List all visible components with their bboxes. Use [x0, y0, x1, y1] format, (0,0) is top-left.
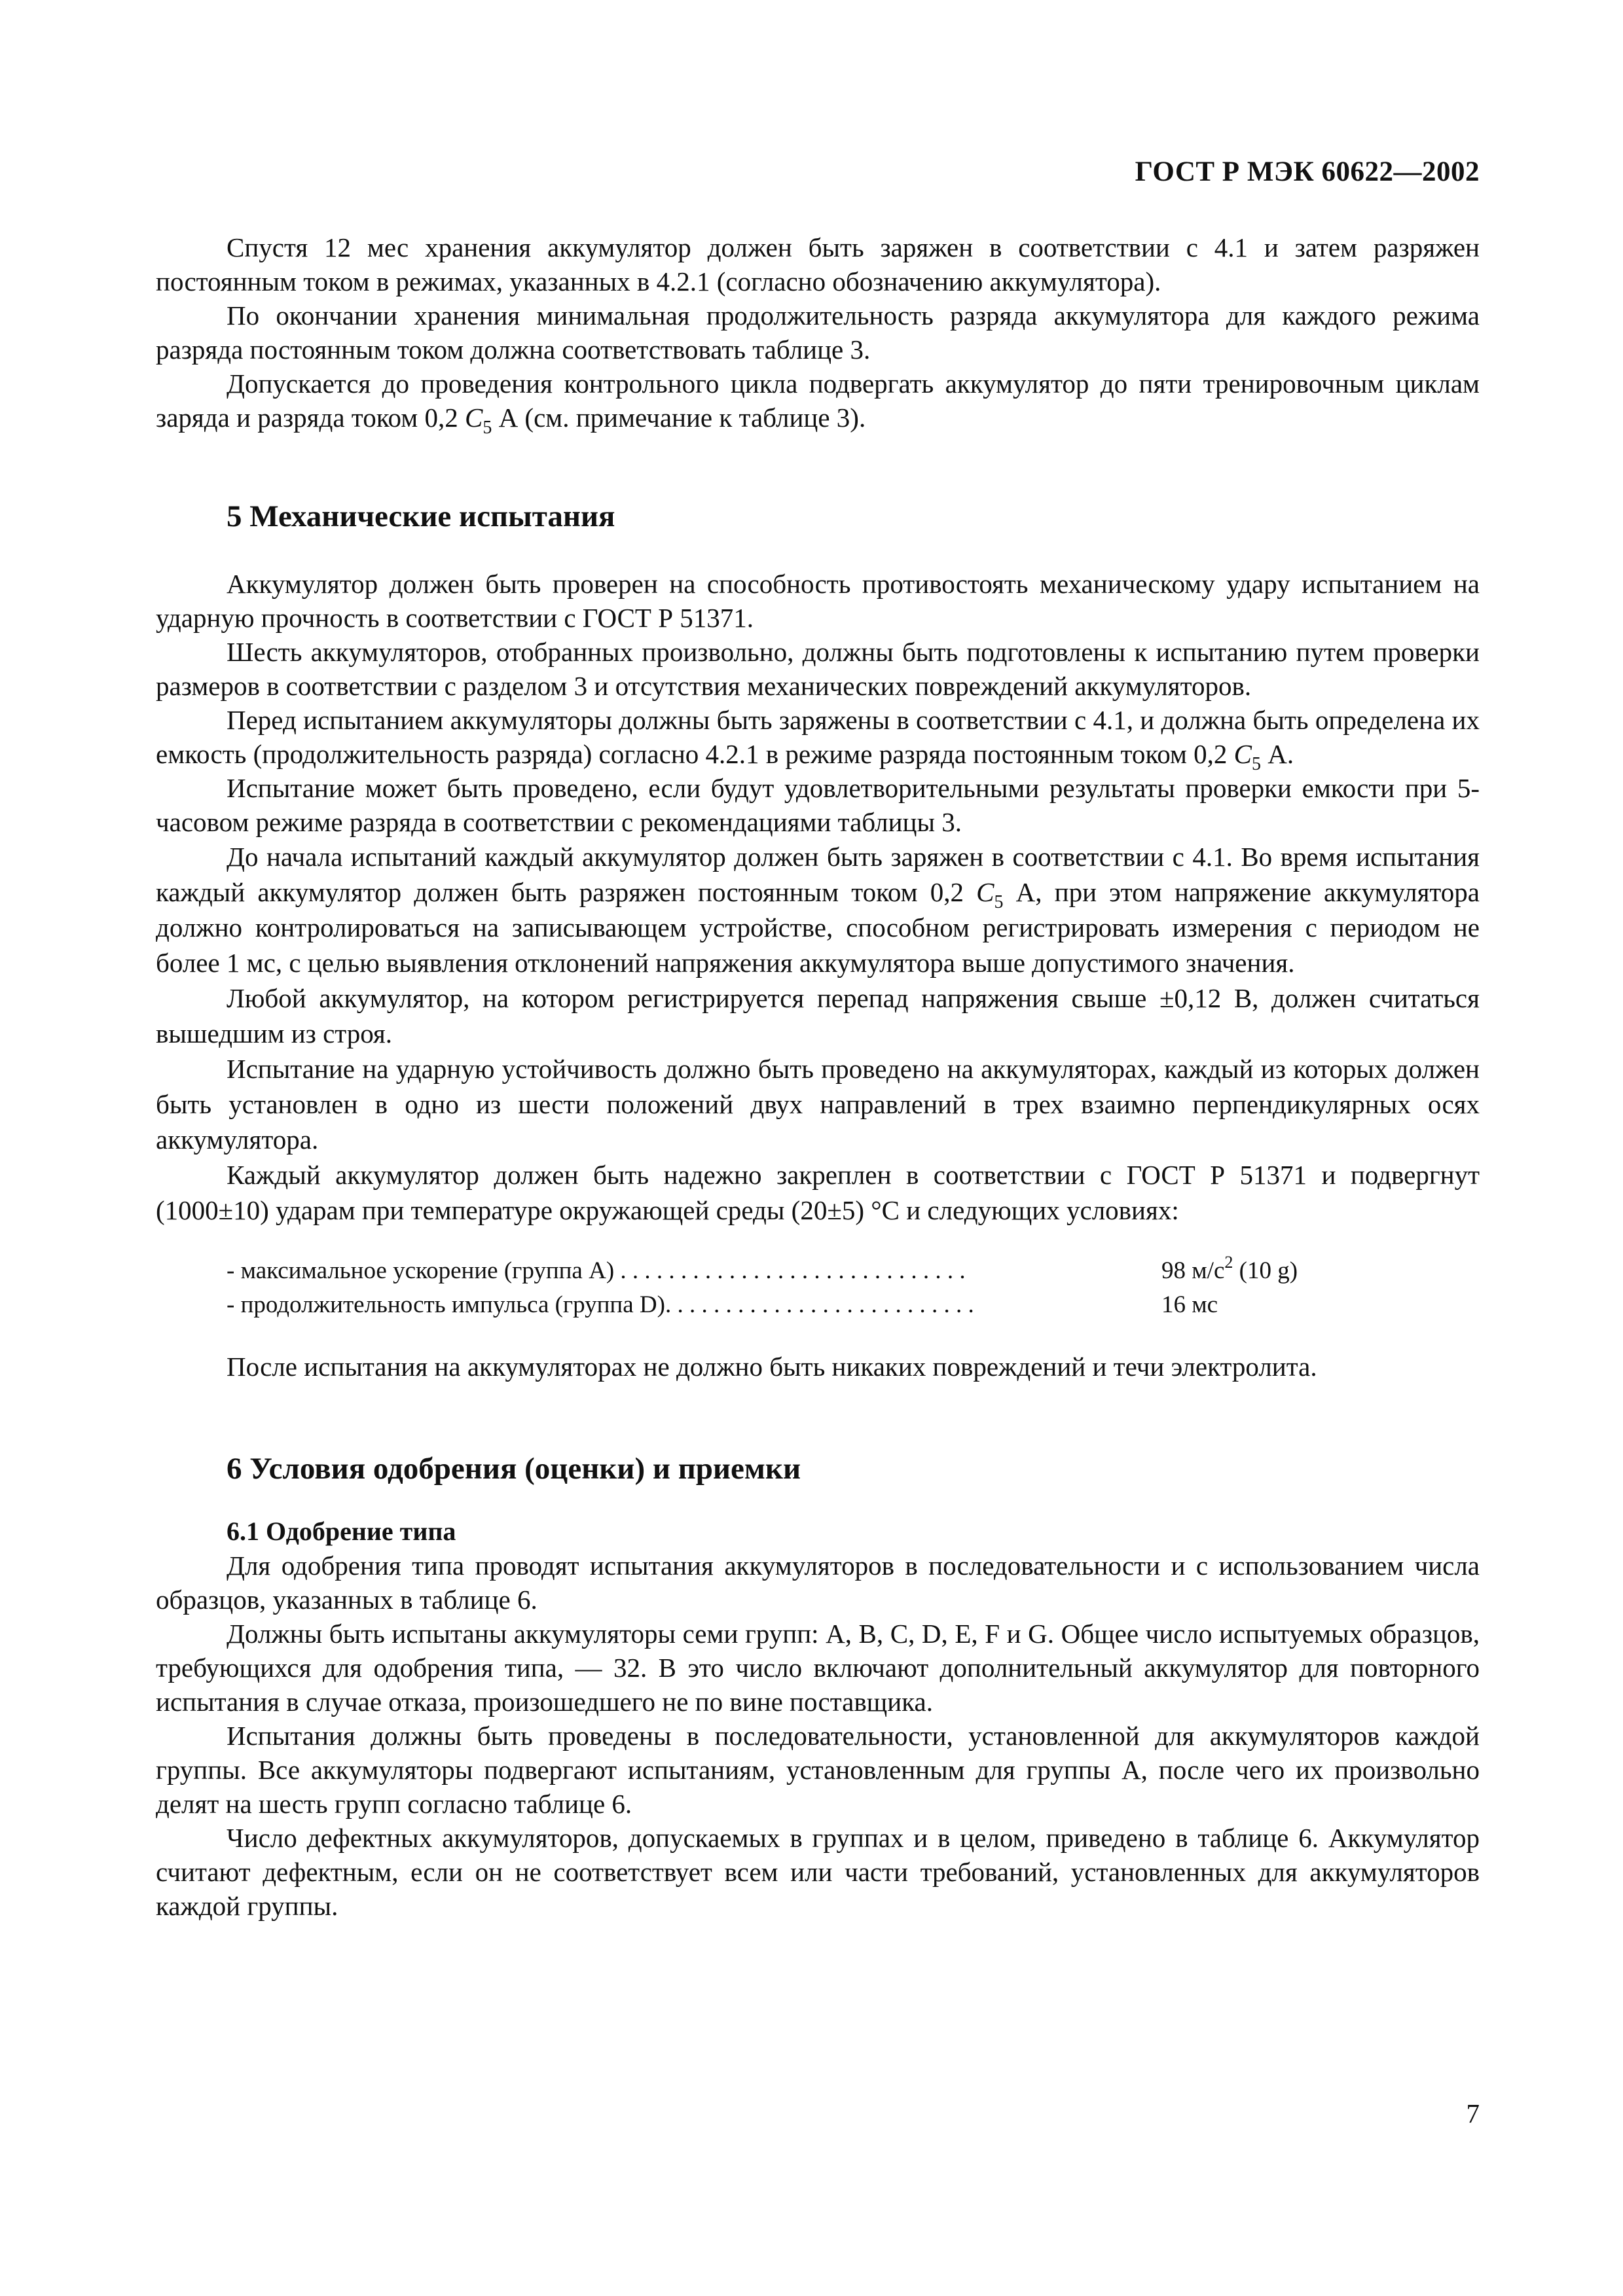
- paragraph: Каждый аккумулятор должен быть надежно закреплен в соответствии с ГОСТ Р 51371 и подвергнут (1000±10) ударам при температуре окружающей среды (20±5) °С и следующих условиях:: [156, 1160, 1480, 1225]
- paragraph: Допускается до проведения контрольного цикла подвергать аккумулятор до пяти тренировочным циклам заряда и разряда током 0,2 $C_5$ А (см. примечание к таблице 3).: [156, 368, 1480, 438]
- subsection-title: 6.1 Одобрение типа: [227, 1516, 456, 1546]
- paragraph: Должны быть испытаны аккумуляторы семи групп: А, В, С, D, E, F и G. Общее число испытуемых образцов, требующихся для одобрения типа, — 32. В это число включают дополнительный аккумулятор для повторного испытания в случае отказа, произошедшего не по вине поставщика.: [156, 1619, 1480, 1717]
- list-item: - максимальное ускорение (группа А) . . . . . . . . . . . . . . . . . . . . . . . . . . . . . 98 $м/с^2$ (10 g): [227, 1253, 1298, 1284]
- paragraph: Аккумулятор должен быть проверен на способность противостоять механическому удару испытанием на ударную прочность в соответствии с ГОСТ Р 51371.: [156, 569, 1480, 633]
- paragraph: Испытание на ударную устойчивость должно быть проведено на аккумуляторах, каждый из которых должен быть установлен в одно из шести положений двух направлений в трех взаимно перпендикулярных осях аккумулятора.: [156, 1054, 1480, 1155]
- test-conditions-list: [156, 1254, 1480, 1322]
- paragraph: Перед испытанием аккумуляторы должны быть заряжены в соответствии с 4.1, и должна быть определена их емкость (продолжительность разряда) согласно 4.2.1 в режиме разряда постоянным током 0,2 $C_5$ А.: [156, 705, 1480, 774]
- section-title: 5 Механические испытания: [227, 499, 615, 533]
- paragraph: До начала испытаний каждый аккумулятор должен быть заряжен в соответствии с 4.1. Во время испытания каждый аккумулятор должен быть разряжен постоянным током 0,2 $C_5$ А, при этом напряжение аккумулятора должно контролироваться на записывающем устройстве, способном регистрировать измерения с периодом не более 1 мс, с целью выявления отклонений напряжения аккумулятора выше допустимого значения.: [156, 842, 1480, 978]
- paragraph: Число дефектных аккумуляторов, допускаемых в группах и в целом, приведено в таблице 6. Аккумулятор считают дефектным, если он не соответствует всем или части требований, установленных для аккумуляторов каждой группы.: [156, 1823, 1480, 1921]
- section-title: 6 Условия одобрения (оценки) и приемки: [227, 1452, 801, 1486]
- document-header: ГОСТ Р МЭК 60622—2002: [1135, 156, 1480, 187]
- paragraph: Испытание может быть проведено, если будут удовлетворительными результаты проверки емкости при 5-часовом режиме разряда в соответствии с рекомендациями таблицы 3.: [156, 773, 1480, 837]
- paragraph: По окончании хранения минимальная продолжительность разряда аккумулятора для каждого режима разряда постоянным током должна соответствовать таблице 3.: [156, 300, 1480, 365]
- paragraph: Испытания должны быть проведены в последовательности, установленной для аккумуляторов каждой группы. Все аккумуляторы подвергают испытаниям, установленным для группы А, после чего их произвольно делят на шесть групп согласно таблице 6.: [156, 1721, 1480, 1819]
- page-number: 7: [1466, 2098, 1480, 2128]
- page-body: [156, 230, 1480, 1923]
- paragraph: Спустя 12 мес хранения аккумулятор должен быть заряжен в соответствии с 4.1 и затем разряжен постоянным током в режимах, указанных в 4.2.1 (согласно обозначению аккумулятора).: [156, 232, 1480, 296]
- paragraph: Шесть аккумуляторов, отобранных произвольно, должны быть подготовлены к испытанию путем проверки размеров в соответствии с разделом 3 и отсутствия механических повреждений аккумуляторов.: [156, 637, 1480, 701]
- paragraph: Для одобрения типа проводят испытания аккумуляторов в последовательности и с использованием числа образцов, указанных в таблице 6.: [156, 1551, 1480, 1615]
- paragraph: После испытания на аккумуляторах не должно быть никаких повреждений и течи электролита.: [227, 1352, 1317, 1382]
- list-item: - продолжительность импульса (группа D). . . . . . . . . . . . . . . . . . . . . . . . . . 16 мс: [227, 1291, 1218, 1318]
- paragraph: Любой аккумулятор, на котором регистрируется перепад напряжения свыше ±0,12 В, должен считаться вышедшим из строя.: [156, 983, 1480, 1049]
